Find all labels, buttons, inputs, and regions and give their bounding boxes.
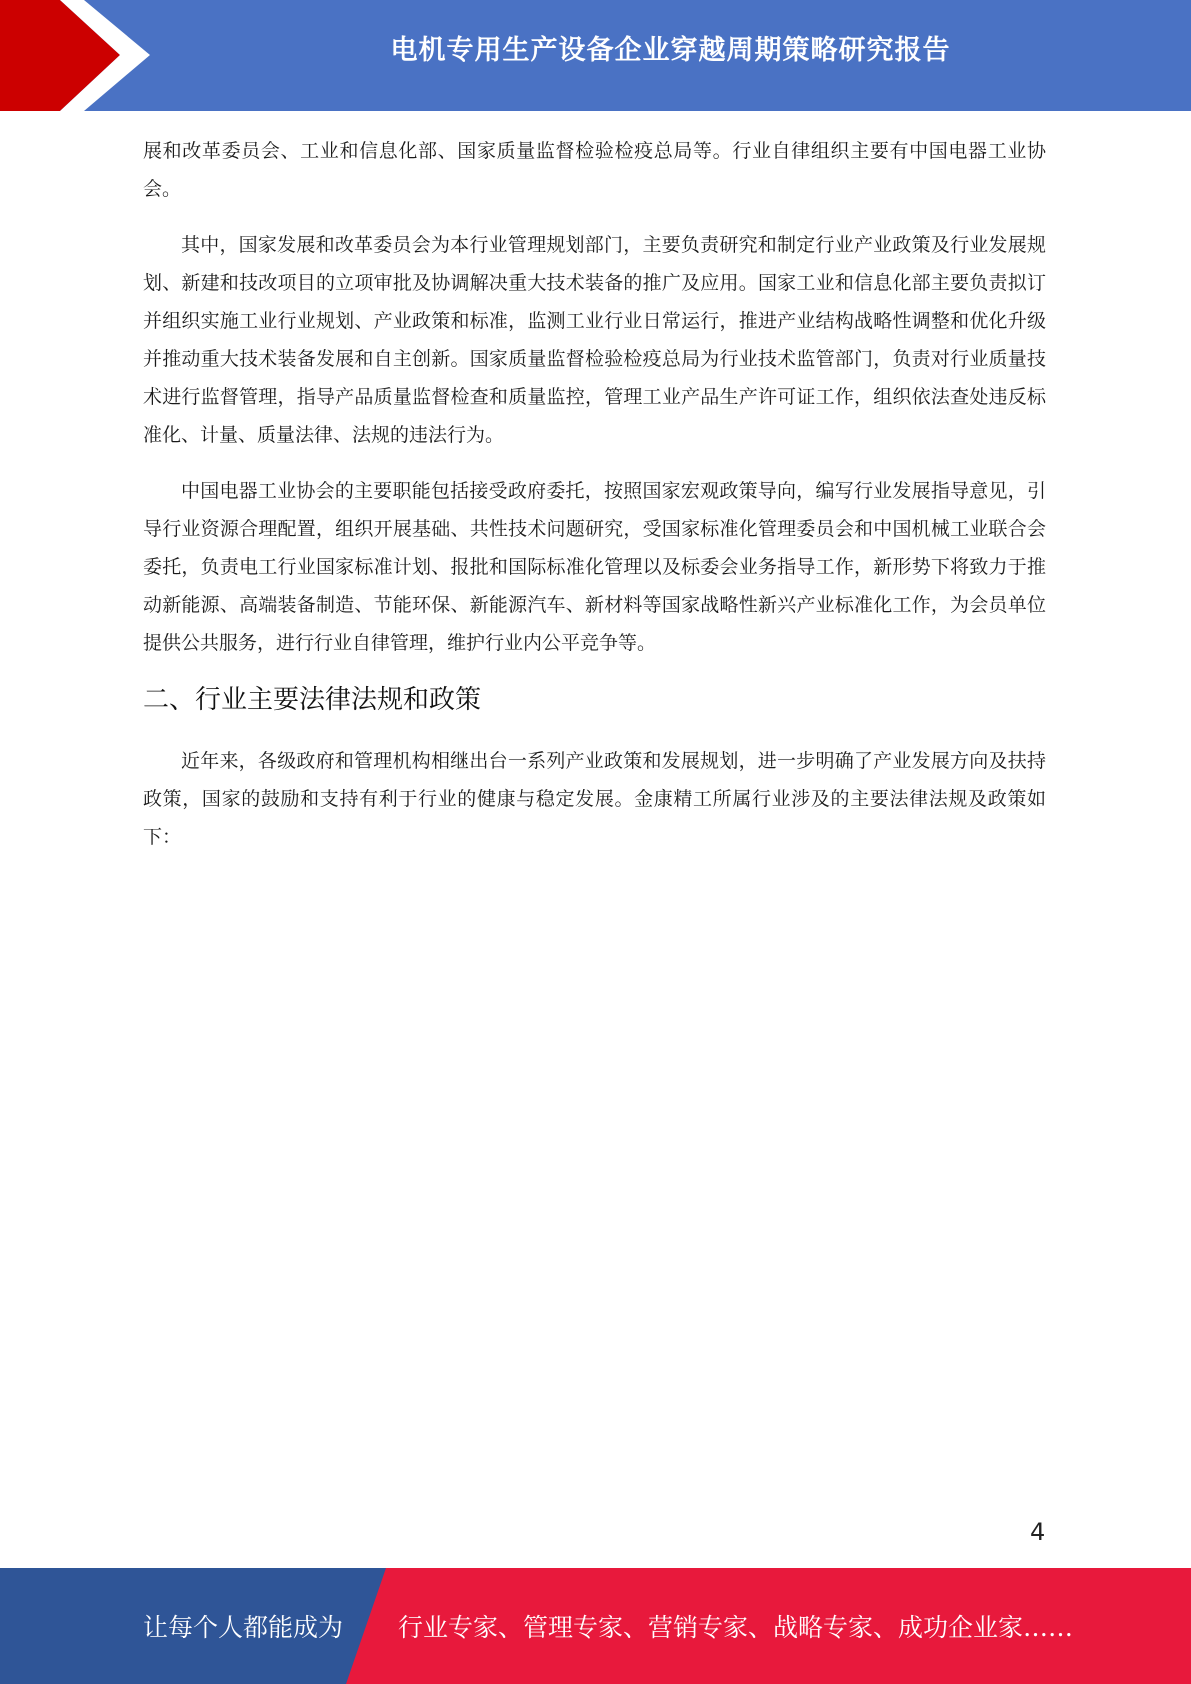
paragraph-3: 中国电器工业协会的主要职能包括接受政府委托，按照国家宏观政策导向，编写行业发展指导意见，引导行业资源合理配置，组织开展基础、共性技术问题研究，受国家标准化管理委员会和中国机械工业联合会委托，负责电工行业国家标准计划、报批和国际标准化管理以及标委会业务指导工作，新形势下将致力于推动新能源、高端装备制造、节能环保、新能源汽车、新材料等国家战略性新兴产业标准化工作，为会员单位提供公共服务，进行行业自律管理，维护行业内公平竞争等。 <box>143 480 1046 654</box>
footer-slogan-left: 让每个人都能成为 <box>143 1613 344 1642</box>
page-content <box>143 132 1046 874</box>
footer-slogan-right: 行业专家、管理专家、营销专家、战略专家、成功企业家…… <box>398 1613 1074 1642</box>
header-band <box>0 0 1191 111</box>
section-paragraph: 近年来，各级政府和管理机构相继出台一系列产业政策和发展规划，进一步明确了产业发展方向及扶持政策，国家的鼓励和支持有利于行业的健康与稳定发展。金康精工所属行业涉及的主要法律法规及政策如下： <box>143 750 1046 848</box>
paragraph-1: 展和改革委员会、工业和信息化部、国家质量监督检验检疫总局等。行业自律组织主要有中国电器工业协会。 <box>143 140 1046 200</box>
page-number: 4 <box>1030 1518 1046 1546</box>
report-title: 电机专用生产设备企业穿越周期策略研究报告 <box>390 35 951 66</box>
section-heading: 二、行业主要法律法规和政策 <box>143 685 482 715</box>
footer-band <box>0 1568 1191 1684</box>
header-arrow-decoration <box>0 0 160 111</box>
paragraph-2: 其中，国家发展和改革委员会为本行业管理规划部门，主要负责研究和制定行业产业政策及行业发展规划、新建和技改项目的立项审批及协调解决重大技术装备的推广及应用。国家工业和信息化部主要负责拟订并组织实施工业行业规划、产业政策和标准，监测工业行业日常运行，推进产业结构战略性调整和优化升级并推动重大技术装备发展和自主创新。国家质量监督检验检疫总局为行业技术监管部门，负责对行业质量技术进行监督管理，指导产品质量监督检查和质量监控，管理工业产品生产许可证工作，组织依法查处违反标准化、计量、质量法律、法规的违法行为。 <box>143 234 1046 446</box>
